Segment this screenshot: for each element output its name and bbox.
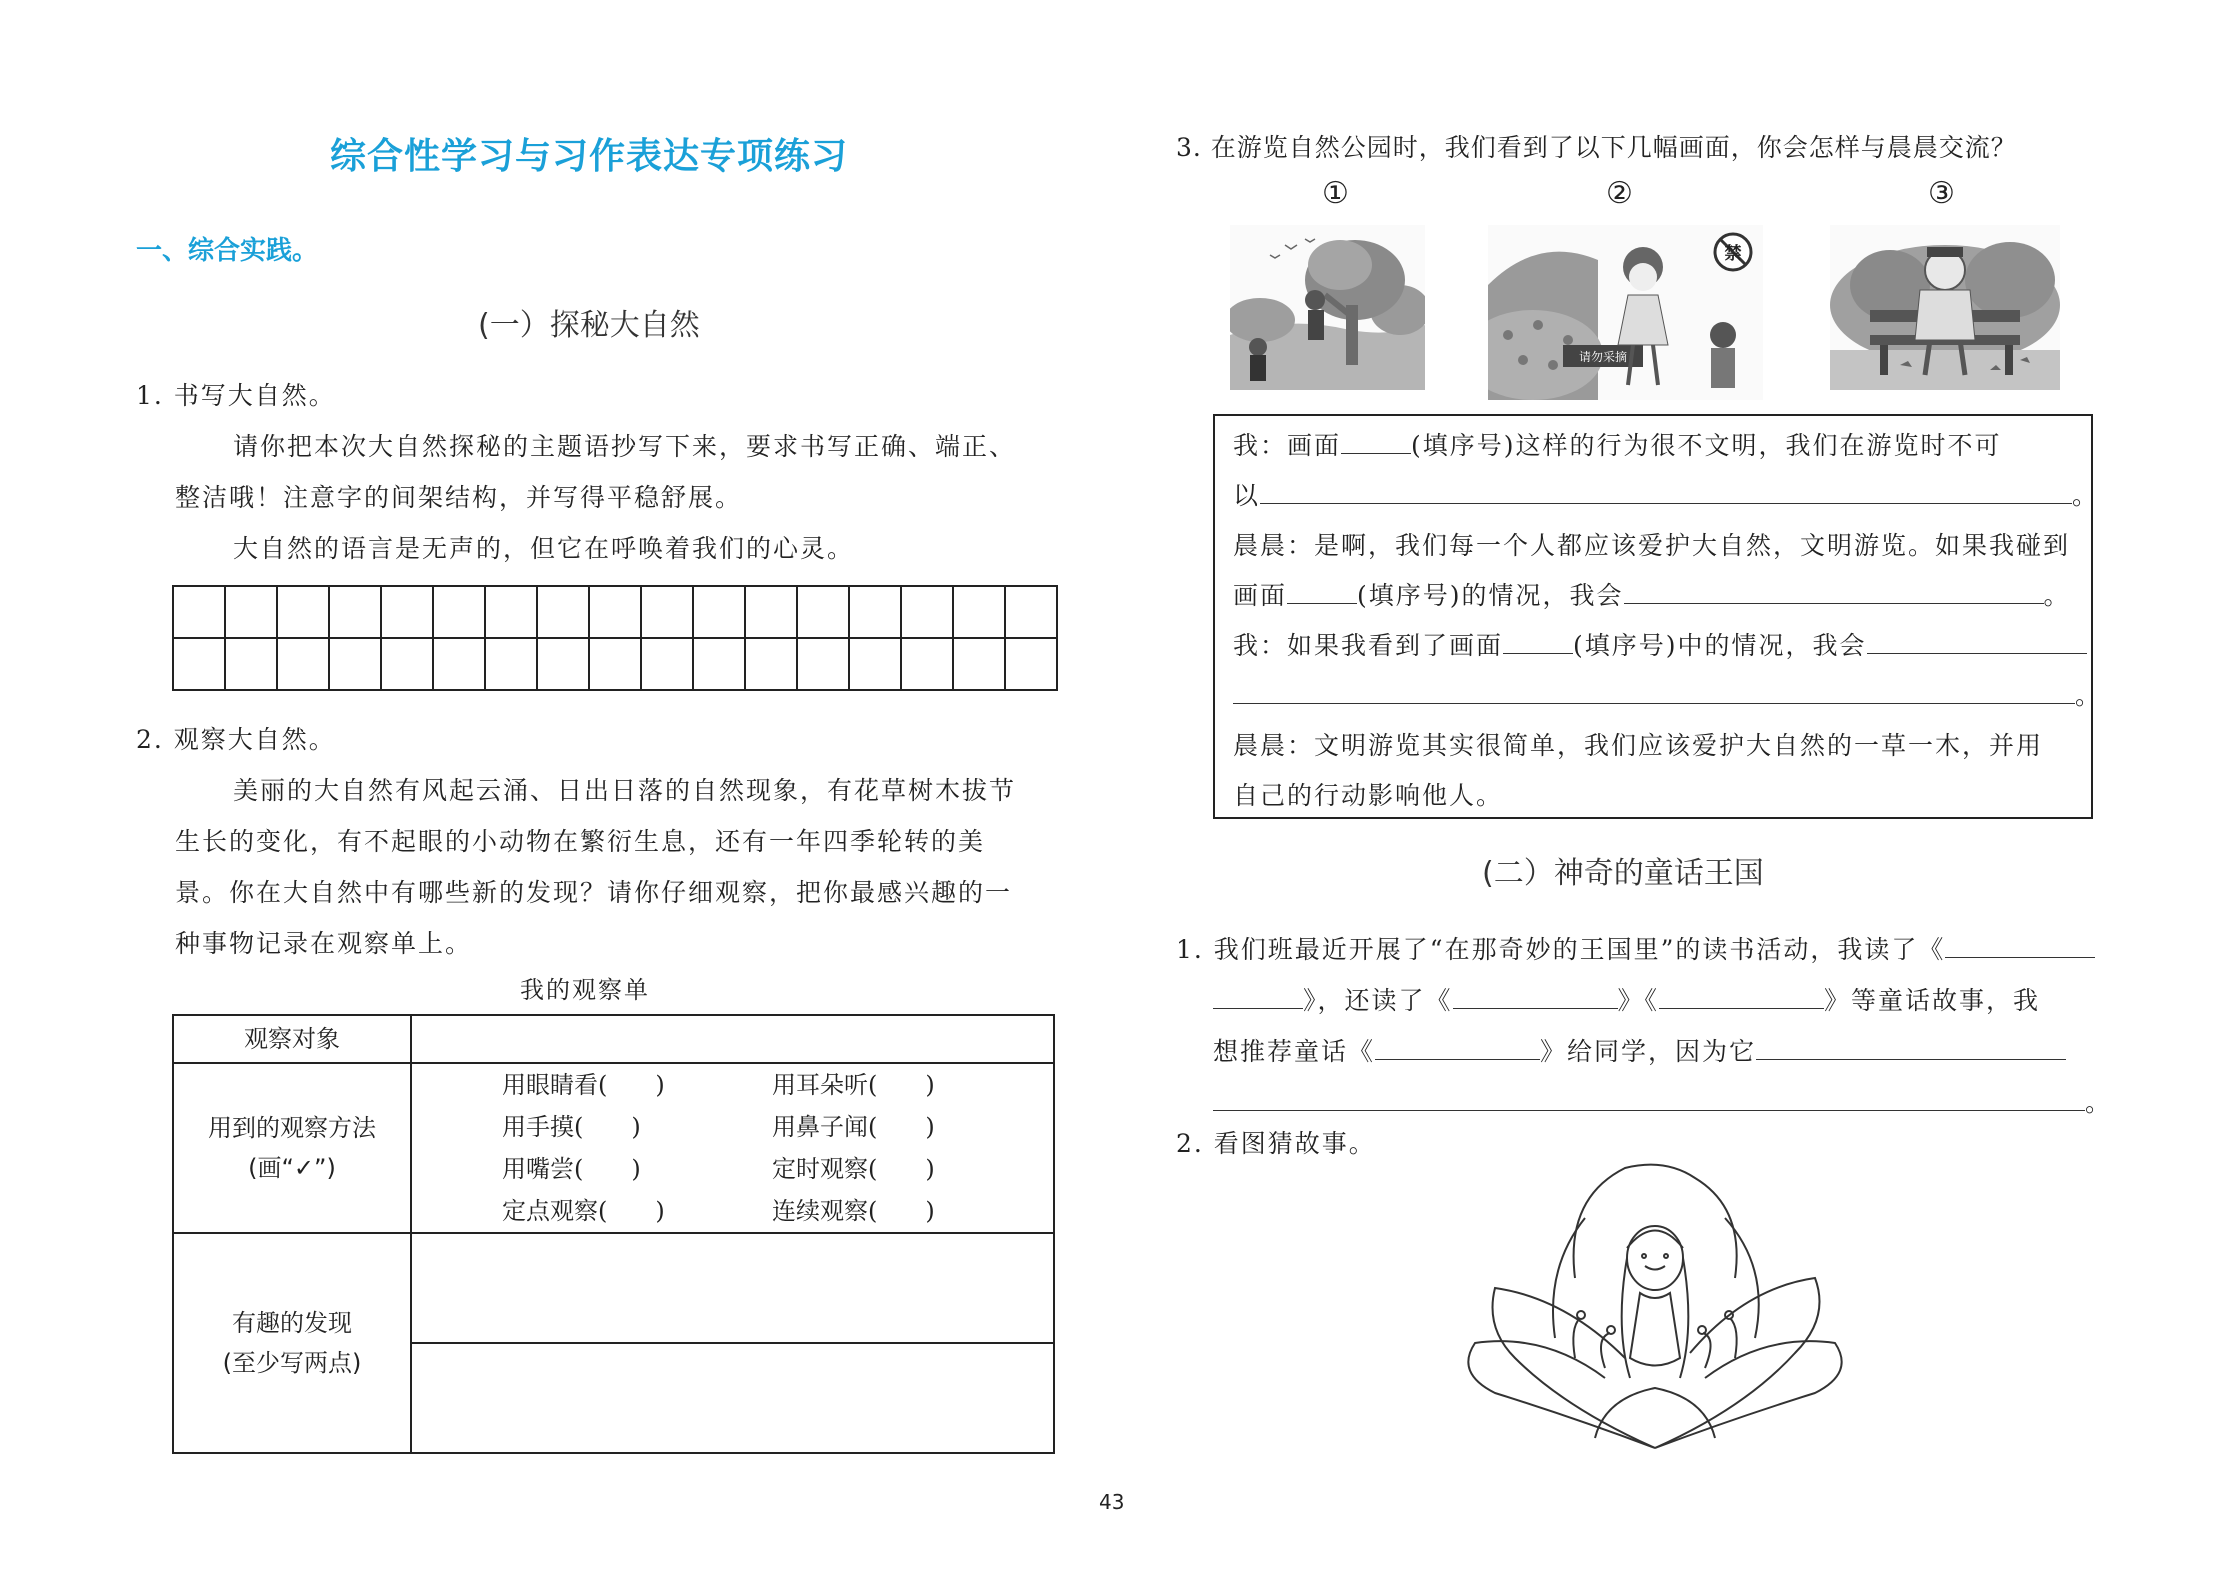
observation-object-input[interactable] [411, 1015, 1054, 1063]
findings-hint: (至少写两点) [222, 1349, 362, 1377]
dialog-me-1-b: (填序号)这样的行为很不文明，我们在游览时不可 [1411, 431, 2002, 460]
question-4-line2-b: 》《 [1617, 986, 1660, 1015]
picture-number-blank-2[interactable] [1287, 576, 1357, 604]
question-2-heading: 2. 观察大自然。 [136, 725, 336, 754]
book-blank-1[interactable] [1945, 930, 2095, 958]
writing-grid[interactable] [172, 585, 1058, 691]
question-3-heading: 3. 在游览自然公园时，我们看到了以下几幅画面，你会怎样与晨晨交流？ [1176, 133, 2017, 162]
observation-method-hint: (画“✓”) [248, 1154, 336, 1182]
dialog-chenchen-3: 晨晨：文明游览其实很简单，我们应该爱护大自然的一草一木，并用 [1233, 731, 2044, 760]
dialog-me-1-a: 我：画面 [1233, 431, 1342, 460]
observation-object-label: 观察对象 [173, 1015, 411, 1063]
period: 。 [2043, 581, 2071, 610]
thumbelina-illustration [1455, 1158, 1855, 1453]
reason-blank-1[interactable] [1756, 1032, 2066, 1060]
question-2-text: 生长的变化，有不起眼的小动物在繁衍生息，还有一年四季轮转的美 [175, 827, 986, 856]
plaque-text: 请勿采摘 [1578, 350, 1628, 364]
subsection-title-2: (二）神奇的童话王国 [1482, 856, 1764, 891]
dialog-chenchen-4: 自己的行动影响他人。 [1233, 781, 1504, 810]
findings-label: 有趣的发现 [232, 1309, 352, 1337]
question-2-text: 美丽的大自然有风起云涌、日出日落的自然现象，有花草树木拔节 [233, 776, 1017, 805]
question-4-line3-b: 》给同学，因为它 [1540, 1037, 1757, 1066]
picture-label-3: ③ [1928, 176, 1955, 211]
finding-input-2[interactable] [412, 1344, 1053, 1452]
page-number: 43 [1099, 1490, 1125, 1514]
question-4-line2-c: 》等童话故事，我 [1824, 986, 2041, 1015]
question-4-line2-a: 》，还读了《 [1303, 986, 1453, 1015]
subsection-title: (一）探秘大自然 [478, 308, 700, 343]
method-ear[interactable]: 用耳朵听( ) [772, 1071, 935, 1099]
section-heading: 一、综合实践。 [136, 236, 319, 266]
picture-label-1: ① [1322, 176, 1349, 211]
picture-number-blank-3[interactable] [1503, 626, 1573, 654]
question-4-line3-a: 想推荐童话《 [1213, 1037, 1376, 1066]
picture-2-illustration [1488, 225, 1763, 400]
question-1-quote: 大自然的语言是无声的，但它在呼唤着我们的心灵。 [233, 534, 855, 563]
picture-3-illustration [1830, 225, 2060, 390]
dialog-chenchen-1: 晨晨：是啊，我们每一个人都应该爱护大自然，文明游览。如果我碰到 [1233, 531, 2071, 560]
dialog-me-2-a: 我：如果我看到了画面 [1233, 631, 1504, 660]
answer-blank-3[interactable] [1867, 626, 2087, 654]
answer-blank-4[interactable] [1233, 676, 2075, 704]
question-2-text: 景。你在大自然中有哪些新的发现？请你仔细观察，把你最感兴趣的一 [175, 878, 1013, 907]
picture-number-blank-1[interactable] [1341, 426, 1411, 454]
method-nose[interactable]: 用鼻子闻( ) [772, 1113, 935, 1141]
answer-blank-1[interactable] [1260, 476, 2072, 504]
picture-label-2: ② [1606, 176, 1633, 211]
question-1-heading: 1. 书写大自然。 [136, 381, 336, 410]
observation-method-label: 用到的观察方法 [208, 1114, 376, 1142]
dialog-box [1213, 414, 2103, 819]
reason-blank-2[interactable] [1213, 1083, 2085, 1111]
method-continuous[interactable]: 连续观察( ) [772, 1197, 935, 1225]
book-blank-4[interactable] [1375, 1032, 1540, 1060]
finding-input-1[interactable] [412, 1234, 1053, 1344]
dialog-chenchen-2-b: (填序号)的情况，我会 [1357, 581, 1624, 610]
method-timed[interactable]: 定时观察( ) [772, 1155, 935, 1183]
period: 。 [2085, 1088, 2113, 1117]
method-taste[interactable]: 用嘴尝( ) [502, 1155, 641, 1183]
book-blank-3[interactable] [1659, 981, 1824, 1009]
question-1-text: 请你把本次大自然探秘的主题语抄写下来，要求书写正确、端正、 [233, 432, 1017, 461]
question-2-text: 种事物记录在观察单上。 [175, 929, 473, 958]
question-4-line1: 1. 我们班最近开展了“在那奇妙的王国里”的读书活动，我读了《 [1176, 935, 1946, 964]
answer-blank-2[interactable] [1624, 576, 2044, 604]
method-fixed-point[interactable]: 定点观察( ) [502, 1197, 665, 1225]
period: 。 [2072, 481, 2100, 510]
forbidden-sign-text: 禁 [1724, 244, 1742, 264]
book-blank-1-cont[interactable] [1213, 981, 1303, 1009]
question-5-heading: 2. 看图猜故事。 [1176, 1129, 1376, 1158]
observation-table [172, 1014, 1055, 1454]
method-touch[interactable]: 用手摸( ) [502, 1113, 641, 1141]
book-blank-2[interactable] [1453, 981, 1618, 1009]
dialog-chenchen-2-a: 画面 [1233, 581, 1288, 610]
question-1-text: 整洁哦！注意字的间架结构，并写得平稳舒展。 [175, 483, 743, 512]
page-title: 综合性学习与习作表达专项练习 [330, 135, 849, 177]
picture-1-illustration [1230, 225, 1425, 390]
observation-sheet-title: 我的观察单 [520, 976, 650, 1004]
dialog-me-2-b: (填序号)中的情况，我会 [1573, 631, 1867, 660]
dialog-me-1-c: 以 [1233, 481, 1261, 510]
method-eye[interactable]: 用眼睛看( ) [502, 1071, 665, 1099]
period: 。 [2075, 681, 2103, 710]
